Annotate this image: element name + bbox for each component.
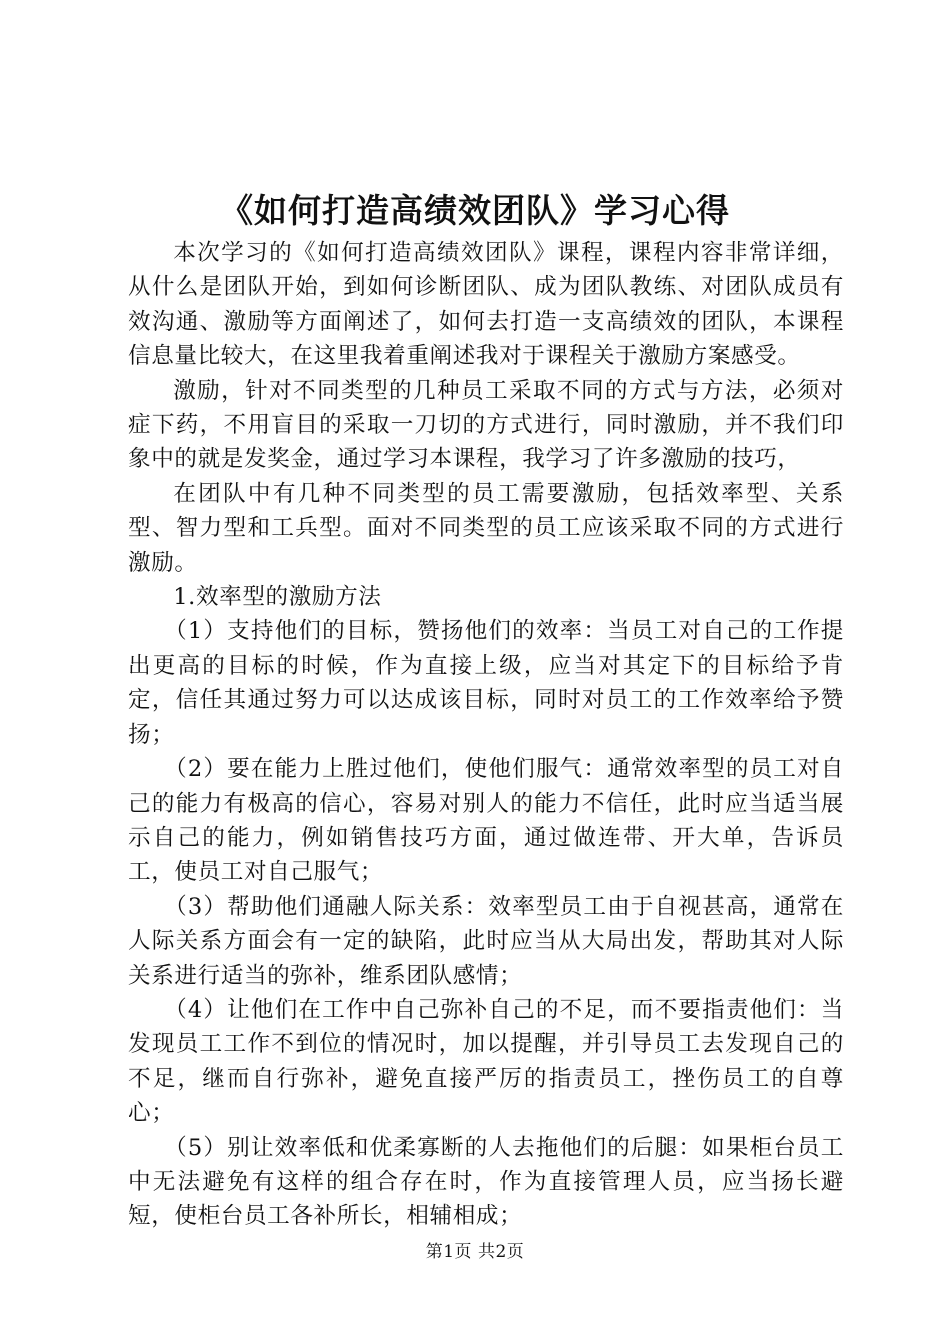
list-item-2: （2）要在能力上胜过他们，使他们服气：通常效率型的员工对自己的能力有极高的信心，容易对别人的能力不信任，此时应当适当展示自己的能力，例如销售技巧方面，通过做连带、开大单，告诉员工，使员工对自己服气； (128, 756, 844, 886)
list-item-3: （3）帮助他们通融人际关系：效率型员工由于自视甚高，通常在人际关系方面会有一定的缺陷，此时应当从大局出发，帮助其对人际关系进行适当的弥补，维系团队感情； (128, 893, 844, 989)
paragraph-employee-types: 在团队中有几种不同类型的员工需要激励，包括效率型、关系型、智力型和工兵型。面对不同类型的员工应该采取不同的方式进行激励。 (128, 480, 844, 576)
section-heading-efficiency-type: 1.效率型的激励方法 (173, 584, 382, 611)
list-item-4: （4）让他们在工作中自己弥补自己的不足，而不要指责他们：当发现员工工作不到位的情况时，加以提醒，并引导员工去发现自己的不足，继而自行弥补，避免直接严厉的指责员工，挫伤员工的自尊心； (128, 996, 844, 1127)
list-item-5: （5）别让效率低和优柔寡断的人去拖他们的后腿：如果柜台员工中无法避免有这样的组合存在时，作为直接管理人员，应当扬长避短，使柜台员工各补所长，相辅相成； (128, 1134, 844, 1230)
document-title: 《如何打造高绩效团队》学习心得 (220, 191, 730, 230)
list-item-1: （1）支持他们的目标，赞扬他们的效率：当员工对自己的工作提出更高的目标的时候，作为直接上级，应当对其定下的目标给予肯定，信任其通过努力可以达成该目标，同时对员工的工作效率给予赞扬； (128, 618, 844, 748)
page-footer: 第1页 共2页 (425, 1242, 525, 1262)
paragraph-intro: 本次学习的《如何打造高绩效团队》课程，课程内容非常详细，从什么是团队开始，到如何诊断团队、成为团队教练、对团队成员有效沟通、激励等方面阐述了，如何去打造一支高绩效的团队，本课程信息量比较大，在这里我着重阐述我对于课程关于激励方案感受。 (128, 240, 844, 370)
paragraph-motivation: 激励，针对不同类型的几种员工采取不同的方式与方法，必须对症下药，不用盲目的采取一刀切的方式进行，同时激励，并不我们印象中的就是发奖金，通过学习本课程，我学习了许多激励的技巧， (128, 377, 844, 473)
document-body (128, 236, 844, 1234)
